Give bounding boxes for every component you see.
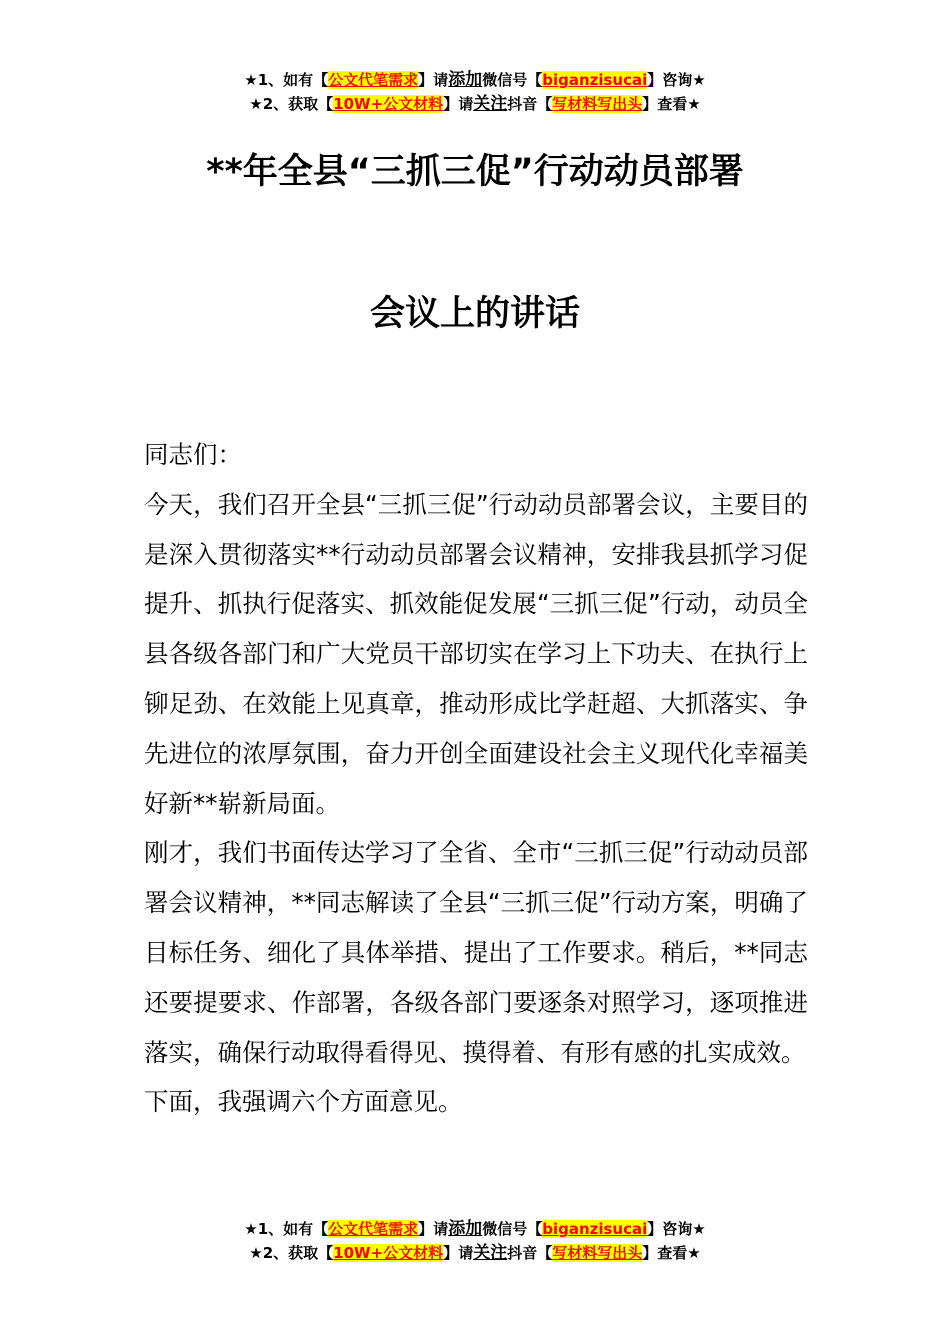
promo-emphasis-follow: 关注	[473, 1243, 508, 1263]
promo-highlight-materials: 10W+公文材料	[333, 1244, 444, 1262]
promo-banner-top	[0, 68, 950, 116]
promo-highlight-douyin-id: 写材料写出头	[552, 1244, 643, 1262]
promo-text: 】请	[443, 95, 474, 113]
promo-text: 】请	[443, 1244, 474, 1262]
promo-text: ★2、获取【	[249, 95, 334, 113]
document-title-line-2: 会议上的讲话	[369, 294, 580, 334]
document-title-line-1: **年全县“三抓三促”行动动员部署	[206, 152, 744, 192]
promo-emphasis-follow: 关注	[473, 94, 508, 114]
promo-line-1	[0, 1217, 950, 1241]
promo-text: 微信号【	[482, 1220, 543, 1238]
promo-text: ★1、如有【	[244, 71, 329, 89]
salutation: 同志们：	[144, 440, 242, 469]
promo-highlight-wechat-id: biganzisucai	[542, 71, 648, 89]
promo-text: 抖音【	[507, 1244, 553, 1262]
body-paragraph: 刚才，我们书面传达学习了全省、全市“三抓三促”行动动员部署会议精神，**同志解读了全县“三抓三促”行动方案，明确了目标任务、细化了具体举措、提出了工作要求。稍后，**同志还要提要求、作部署，各级各部门要逐条对照学习，逐项推进落实，确保行动取得看得见、摸得着、有形有感的扎实成效。	[144, 838, 808, 1067]
promo-text: 】请	[418, 71, 449, 89]
promo-highlight-service: 公文代笔需求	[328, 1220, 419, 1238]
promo-text: 抖音【	[507, 95, 553, 113]
document-body	[144, 430, 808, 1127]
promo-emphasis-add: 添加	[448, 1219, 483, 1239]
promo-text: 】查看★	[642, 1244, 701, 1262]
promo-text: ★1、如有【	[244, 1220, 329, 1238]
body-paragraph: 今天，我们召开全县“三抓三促”行动动员部署会议，主要目的是深入贯彻落实**行动动员部署会议精神，安排我县抓学习促提升、抓执行促落实、抓效能促发展“三抓三促”行动，动员全县各级各部门和广大党员干部切实在学习上下功夫、在执行上铆足劲、在效能上见真章，推动形成比学赶超、大抓落实、争先进位的浓厚氛围，奋力开创全面建设社会主义现代化幸福美好新**崭新局面。	[144, 489, 808, 818]
promo-text: 】请	[418, 1220, 449, 1238]
promo-emphasis-add: 添加	[448, 70, 483, 90]
promo-text: ★2、获取【	[249, 1244, 334, 1262]
promo-text: 微信号【	[482, 71, 543, 89]
promo-line-2	[0, 92, 950, 116]
promo-banner-bottom	[0, 1217, 950, 1265]
promo-highlight-materials: 10W+公文材料	[333, 95, 444, 113]
promo-text: 】查看★	[642, 95, 701, 113]
promo-text: 】咨询★	[647, 71, 706, 89]
body-paragraph: 下面，我强调六个方面意见。	[144, 1087, 463, 1117]
promo-line-2	[0, 1241, 950, 1265]
promo-highlight-service: 公文代笔需求	[328, 71, 419, 89]
promo-highlight-douyin-id: 写材料写出头	[552, 95, 643, 113]
promo-line-1	[0, 68, 950, 92]
promo-text: 】咨询★	[647, 1220, 706, 1238]
promo-highlight-wechat-id: biganzisucai	[542, 1220, 648, 1238]
